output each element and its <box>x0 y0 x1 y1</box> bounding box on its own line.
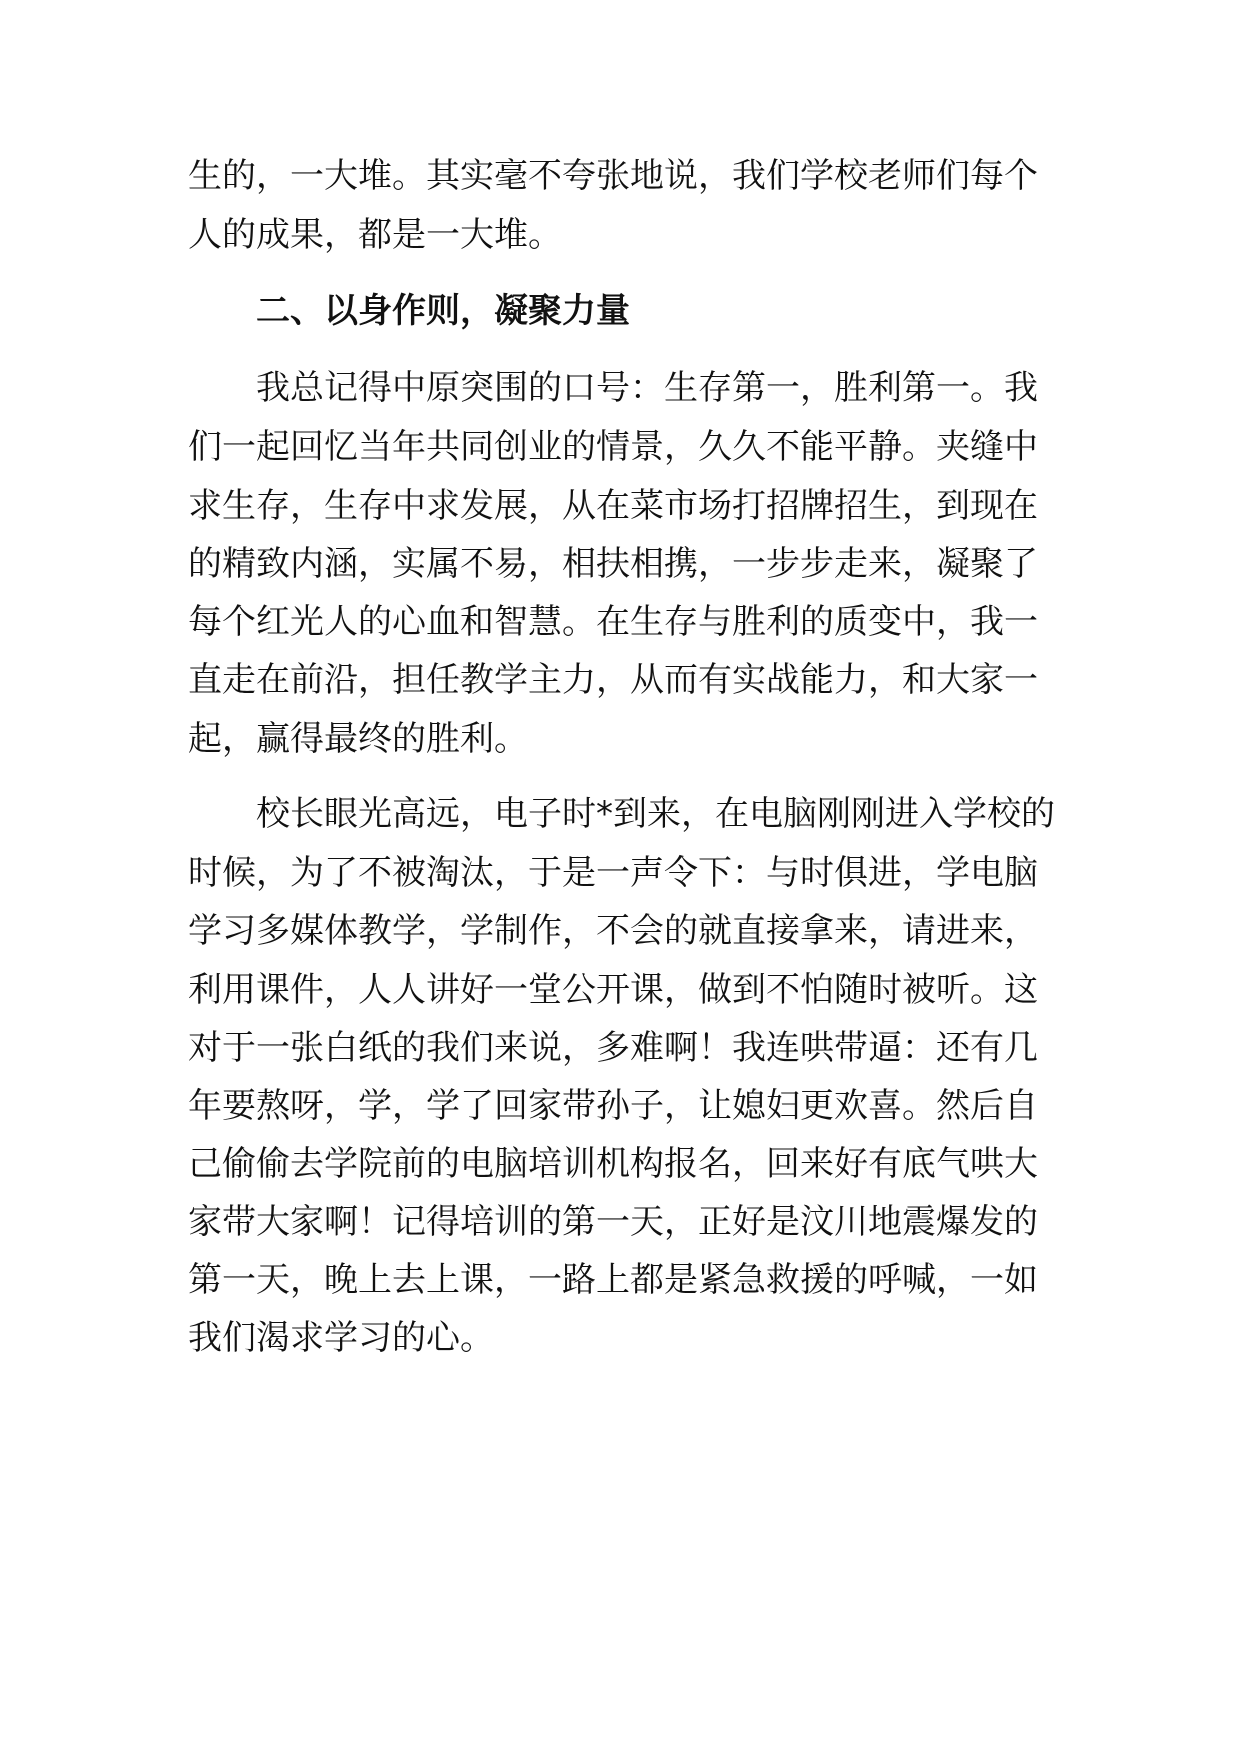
paragraph-2-line-5: 对于一张白纸的我们来说，多难啊！我连哄带逼：还有几 <box>188 1028 1038 1068</box>
paragraph-2-line-10: 我们渴求学习的心。 <box>188 1318 494 1358</box>
paragraph-1-line-4: 的精致内涵，实属不易，相扶相携，一步步走来，凝聚了 <box>188 544 1038 584</box>
paragraph-2-line-6: 年要熬呀，学，学了回家带孙子，让媳妇更欢喜。然后自 <box>188 1086 1038 1126</box>
intro-line-1: 生的，一大堆。其实毫不夸张地说，我们学校老师们每个 <box>188 156 1038 196</box>
paragraph-1-line-6: 直走在前沿，担任教学主力，从而有实战能力，和大家一 <box>188 660 1038 700</box>
paragraph-2-line-3: 学习多媒体教学，学制作，不会的就直接拿来，请进来， <box>188 911 1038 951</box>
paragraph-2-line-1: 校长眼光高远，电子时*到来，在电脑刚刚进入学校的 <box>256 794 1055 834</box>
paragraph-1-line-5: 每个红光人的心血和智慧。在生存与胜利的质变中，我一 <box>188 602 1038 642</box>
intro-line-2: 人的成果，都是一大堆。 <box>188 215 562 255</box>
paragraph-2-line-9: 第一天，晚上去上课，一路上都是紧急救援的呼喊，一如 <box>188 1260 1038 1300</box>
paragraph-2-line-2: 时候，为了不被淘汰，于是一声令下：与时俱进，学电脑 <box>188 853 1038 893</box>
paragraph-2-line-8: 家带大家啊！记得培训的第一天，正好是汶川地震爆发的 <box>188 1202 1038 1242</box>
paragraph-1-line-1: 我总记得中原突围的口号：生存第一，胜利第一。我 <box>256 368 1038 408</box>
paragraph-1-line-2: 们一起回忆当年共同创业的情景，久久不能平静。夹缝中 <box>188 427 1038 467</box>
paragraph-1-line-3: 求生存，生存中求发展，从在菜市场打招牌招生，到现在 <box>188 486 1038 526</box>
paragraph-2-line-4: 利用课件，人人讲好一堂公开课，做到不怕随时被听。这 <box>188 970 1038 1010</box>
section-heading: 二、以身作则，凝聚力量 <box>256 291 630 331</box>
paragraph-2-line-7: 己偷偷去学院前的电脑培训机构报名，回来好有底气哄大 <box>188 1144 1038 1184</box>
paragraph-1-line-7: 起，赢得最终的胜利。 <box>188 719 528 759</box>
